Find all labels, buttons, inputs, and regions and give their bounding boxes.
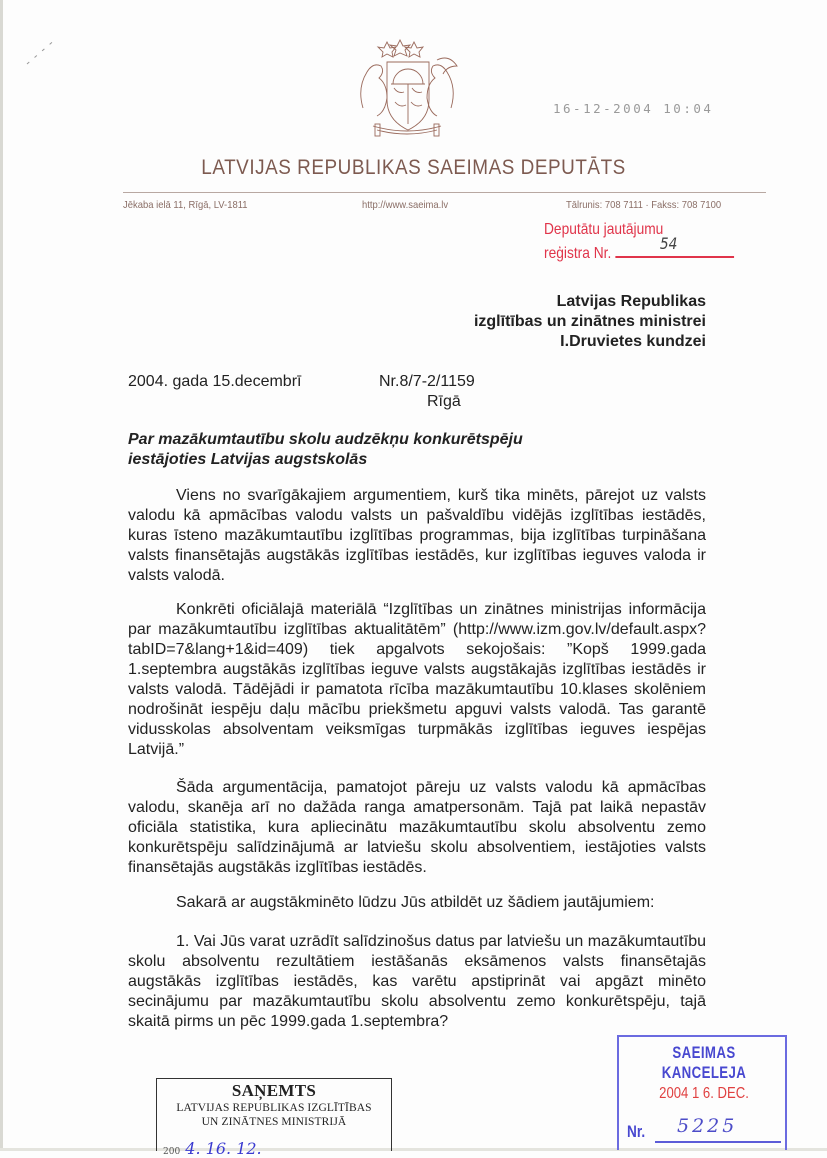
paragraph-text: Šāda argumentācija, pamatojot pāreju uz valsts valodu kā apmācības valodu, skanēja arī no dažāda ranga amatpersonām. Tajā pat laikā nepastāv oficiāla statistika, kura apliecinātu mazākumtautību skolu absolventu zemo konkurētspēju salīdzinājumā ar latviešu skolu absolventiem, iestājoties valsts finansētajās augstākās izglītības iestādēs. — [128, 779, 706, 876]
register-stamp-line1: Deputātu jautājumu — [544, 221, 664, 238]
scan-edge-left — [0, 0, 3, 1151]
body-paragraph-2 — [128, 600, 706, 760]
register-stamp-label: reģistra Nr. — [544, 245, 612, 262]
body-paragraph-4 — [128, 893, 706, 913]
received-stamp — [156, 1078, 392, 1158]
question-1 — [128, 932, 706, 1032]
letter-subject — [128, 430, 728, 470]
addressee-block — [474, 292, 706, 352]
received-stamp-handwritten: 4. 16. 12. — [185, 1139, 262, 1158]
fax-timestamp: 16-12-2004 10:04 — [553, 101, 714, 116]
letterhead-phone-fax: Tālrunis: 708 7111 · Fakss: 708 7100 — [566, 199, 722, 211]
letterhead-website: http://www.saeima.lv — [362, 199, 449, 211]
received-stamp-line2: UN ZINĀTNES MINISTRIJĀ — [201, 1116, 347, 1128]
saeima-kanceleja-stamp — [617, 1035, 787, 1150]
received-stamp-date — [163, 1139, 262, 1158]
letterhead-address: Jēkaba ielā 11, Rīgā, LV-1811 — [123, 199, 248, 211]
letter-city: Rīgā — [427, 393, 461, 410]
body-paragraph-1 — [128, 486, 706, 586]
kanceleja-number-line — [655, 1141, 781, 1143]
subject-line1: Par mazākumtautību skolu audzēkņu konkurētspēju — [128, 431, 523, 448]
addressee-line2: izglītības un zinātnes ministrei — [473, 313, 706, 330]
kanceleja-stamp-date: 2004 1 6. DEC. — [659, 1085, 749, 1102]
subject-line2: iestājoties Latvijas augstskolās — [128, 451, 368, 468]
register-stamp-line2-wrap — [544, 234, 734, 264]
register-number: 54 — [659, 234, 678, 253]
paragraph-text: Sakarā ar augstākminēto lūdzu Jūs atbildēt uz šādiem jautājumiem: — [176, 894, 655, 911]
latvia-coat-of-arms-icon — [353, 38, 461, 138]
addressee-line1: Latvijas Republikas — [556, 293, 706, 310]
kanceleja-stamp-nr-label: Nr. — [627, 1122, 646, 1141]
letterhead-title: LATVIJAS REPUBLIKAS SAEIMAS DEPUTĀTS — [201, 155, 626, 179]
letter-reference-number: Nr.8/7-2/1159 — [379, 373, 475, 390]
register-stamp — [544, 220, 734, 264]
letterhead-divider — [123, 192, 766, 193]
letter-date: 2004. gada 15.decembrī — [128, 373, 302, 390]
kanceleja-stamp-number: 5225 — [677, 1115, 738, 1137]
register-number-line — [615, 234, 734, 258]
body-paragraph-3 — [128, 778, 706, 878]
paragraph-text: 1. Vai Jūs varat uzrādīt salīdzinošus datus par latviešu un mazākumtautību skolu absolventu rezultātiem iestāšanās eksāmenos valsts finansētajās augstākās izglītības iestādēs, kas varētu apstiprināt vai apgāzt minēto secinājumu par mazākumtautību skolu absolventu zemo konkurētspēju, tajā skaitā pirms un pēc 1999.gada 1.septembra? — [128, 933, 706, 1030]
scan-speck — [22, 28, 62, 68]
paragraph-text: Viens no svarīgākajiem argumentiem, kurš tika minēts, pārejot uz valsts valodu kā apmācības valodu valsts un pašvaldību vidējās izglītības iestādēs, kuras īsteno mazākumtautību izglītības programmas, bija izglītības turpināšana valsts finansētajās augstākās izglītības iestādēs, kur izglītības ieguves valoda ir valsts valodā. — [128, 487, 706, 584]
addressee-line3: I.Druvietes kundzei — [560, 333, 706, 350]
kanceleja-stamp-title: SAEIMAS KANCELEJA — [661, 1043, 747, 1082]
received-stamp-prefix: 200 — [163, 1147, 181, 1157]
received-stamp-title: SAŅEMTS — [231, 1081, 317, 1100]
received-stamp-line1: LATVIJAS REPUBLIKAS IZGLĪTĪBAS — [176, 1102, 372, 1114]
paragraph-text: Konkrēti oficiālajā materiālā “Izglītības un zinātnes ministrijas informācija par mazākumtautību izglītības aktualitātēm” (http://www.izm.gov.lv/default.aspx?tabID=7&lang+1&id=409) tiek apgalvots sekojošais: ”Kopš 1999.gada 1.septembra augstākās izglītības ieguve valsts augstākajās izglītības iestādēs ir valsts valodā. Tādējādi ir pamatota rīcība mazākumtautību 10.klases skolēniem nodrošināt iespēju daļu mācību priekšmetu apguvi valsts valodā. Tas garantē vidusskolas absolventam veiksmīgas turpmākās izglītības ieguves iespējas Latvijā.” — [128, 601, 706, 758]
